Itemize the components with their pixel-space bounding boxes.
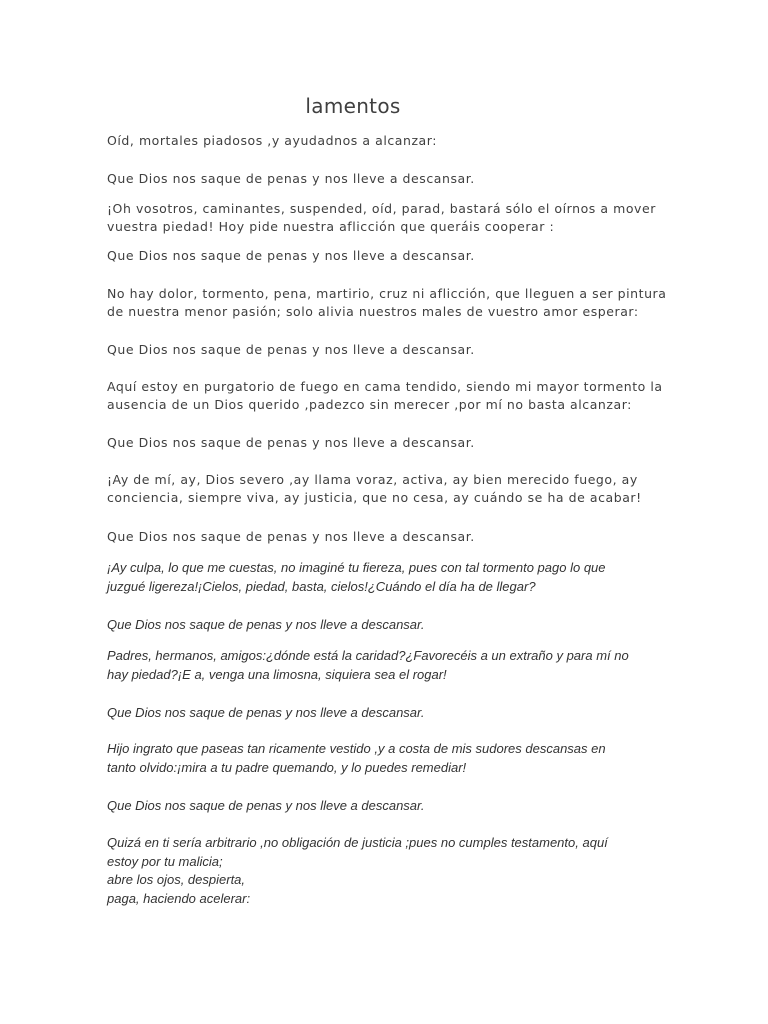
stanza-paragraph bbox=[107, 834, 667, 908]
stanza-line: ausencia de un Dios querido ,padezco sin merecer ,por mí no basta alcanzar: bbox=[107, 397, 632, 412]
refrain-paragraph: Que Dios nos saque de penas y nos lleve a descansar. bbox=[107, 171, 475, 186]
stanza-line: paga, haciendo acelerar: bbox=[107, 890, 251, 906]
document-title: lamentos bbox=[305, 94, 401, 118]
stanza-line: No hay dolor, tormento, pena, martirio, cruz ni aflicción, que lleguen a ser pintura bbox=[107, 286, 667, 301]
stanza-line: vuestra piedad! Hoy pide nuestra aflicción que queráis cooperar : bbox=[107, 219, 555, 234]
stanza-line: ¡Oh vosotros, caminantes, suspended, oíd, parad, bastará sólo el oírnos a mover bbox=[107, 201, 656, 216]
stanza-paragraph bbox=[107, 471, 667, 507]
stanza-line: conciencia, siempre viva, ay justicia, que no cesa, ay cuándo se ha de acabar! bbox=[107, 490, 642, 505]
refrain-paragraph: Que Dios nos saque de penas y nos lleve a descansar. bbox=[107, 529, 475, 544]
stanza-paragraph bbox=[107, 200, 667, 236]
stanza-line: tanto olvido:¡mira a tu padre quemando, y lo puedes remediar! bbox=[107, 759, 467, 775]
stanza-paragraph bbox=[107, 647, 667, 684]
stanza-paragraph bbox=[107, 285, 667, 321]
stanza-paragraph bbox=[107, 740, 667, 777]
stanza-line: Aquí estoy en purgatorio de fuego en cama tendido, siendo mi mayor tormento la bbox=[107, 379, 663, 394]
stanza-line: juzgué ligereza!¡Cielos, piedad, basta, cielos!¿Cuándo el día ha de llegar? bbox=[107, 578, 536, 594]
refrain-paragraph: Que Dios nos saque de penas y nos lleve a descansar. bbox=[107, 342, 475, 357]
stanza-line: ¡Ay culpa, lo que me cuestas, no imaginé tu fiereza, pues con tal tormento pago lo que bbox=[107, 560, 606, 575]
refrain-paragraph: Que Dios nos saque de penas y nos lleve a descansar. bbox=[107, 798, 425, 813]
stanza-line: Quizá en ti sería arbitrario ,no obligación de justicia ;pues no cumples testamento, aquí bbox=[107, 835, 608, 850]
stanza-line: Padres, hermanos, amigos:¿dónde está la caridad?¿Favorecéis a un extraño y para mí no bbox=[107, 648, 629, 663]
stanza-line: ¡Ay de mí, ay, Dios severo ,ay llama voraz, activa, ay bien merecido fuego, ay bbox=[107, 472, 638, 487]
stanza-line: de nuestra menor pasión; solo alivia nuestros males de vuestro amor esperar: bbox=[107, 304, 639, 319]
stanza-line: abre los ojos, despierta, bbox=[107, 872, 246, 887]
intro-paragraph: Oíd, mortales piadosos ,y ayudadnos a alcanzar: bbox=[107, 133, 437, 148]
refrain-paragraph: Que Dios nos saque de penas y nos lleve a descansar. bbox=[107, 705, 425, 720]
stanza-line: hay piedad?¡E a, venga una limosna, siquiera sea el rogar! bbox=[107, 666, 447, 682]
refrain-paragraph: Que Dios nos saque de penas y nos lleve a descansar. bbox=[107, 248, 475, 263]
stanza-line: estoy por tu malicia; bbox=[107, 853, 223, 869]
refrain-paragraph: Que Dios nos saque de penas y nos lleve a descansar. bbox=[107, 617, 425, 632]
stanza-paragraph bbox=[107, 559, 667, 596]
stanza-paragraph bbox=[107, 378, 667, 414]
refrain-paragraph: Que Dios nos saque de penas y nos lleve a descansar. bbox=[107, 435, 475, 450]
stanza-line: Hijo ingrato que paseas tan ricamente vestido ,y a costa de mis sudores descansas en bbox=[107, 741, 606, 756]
